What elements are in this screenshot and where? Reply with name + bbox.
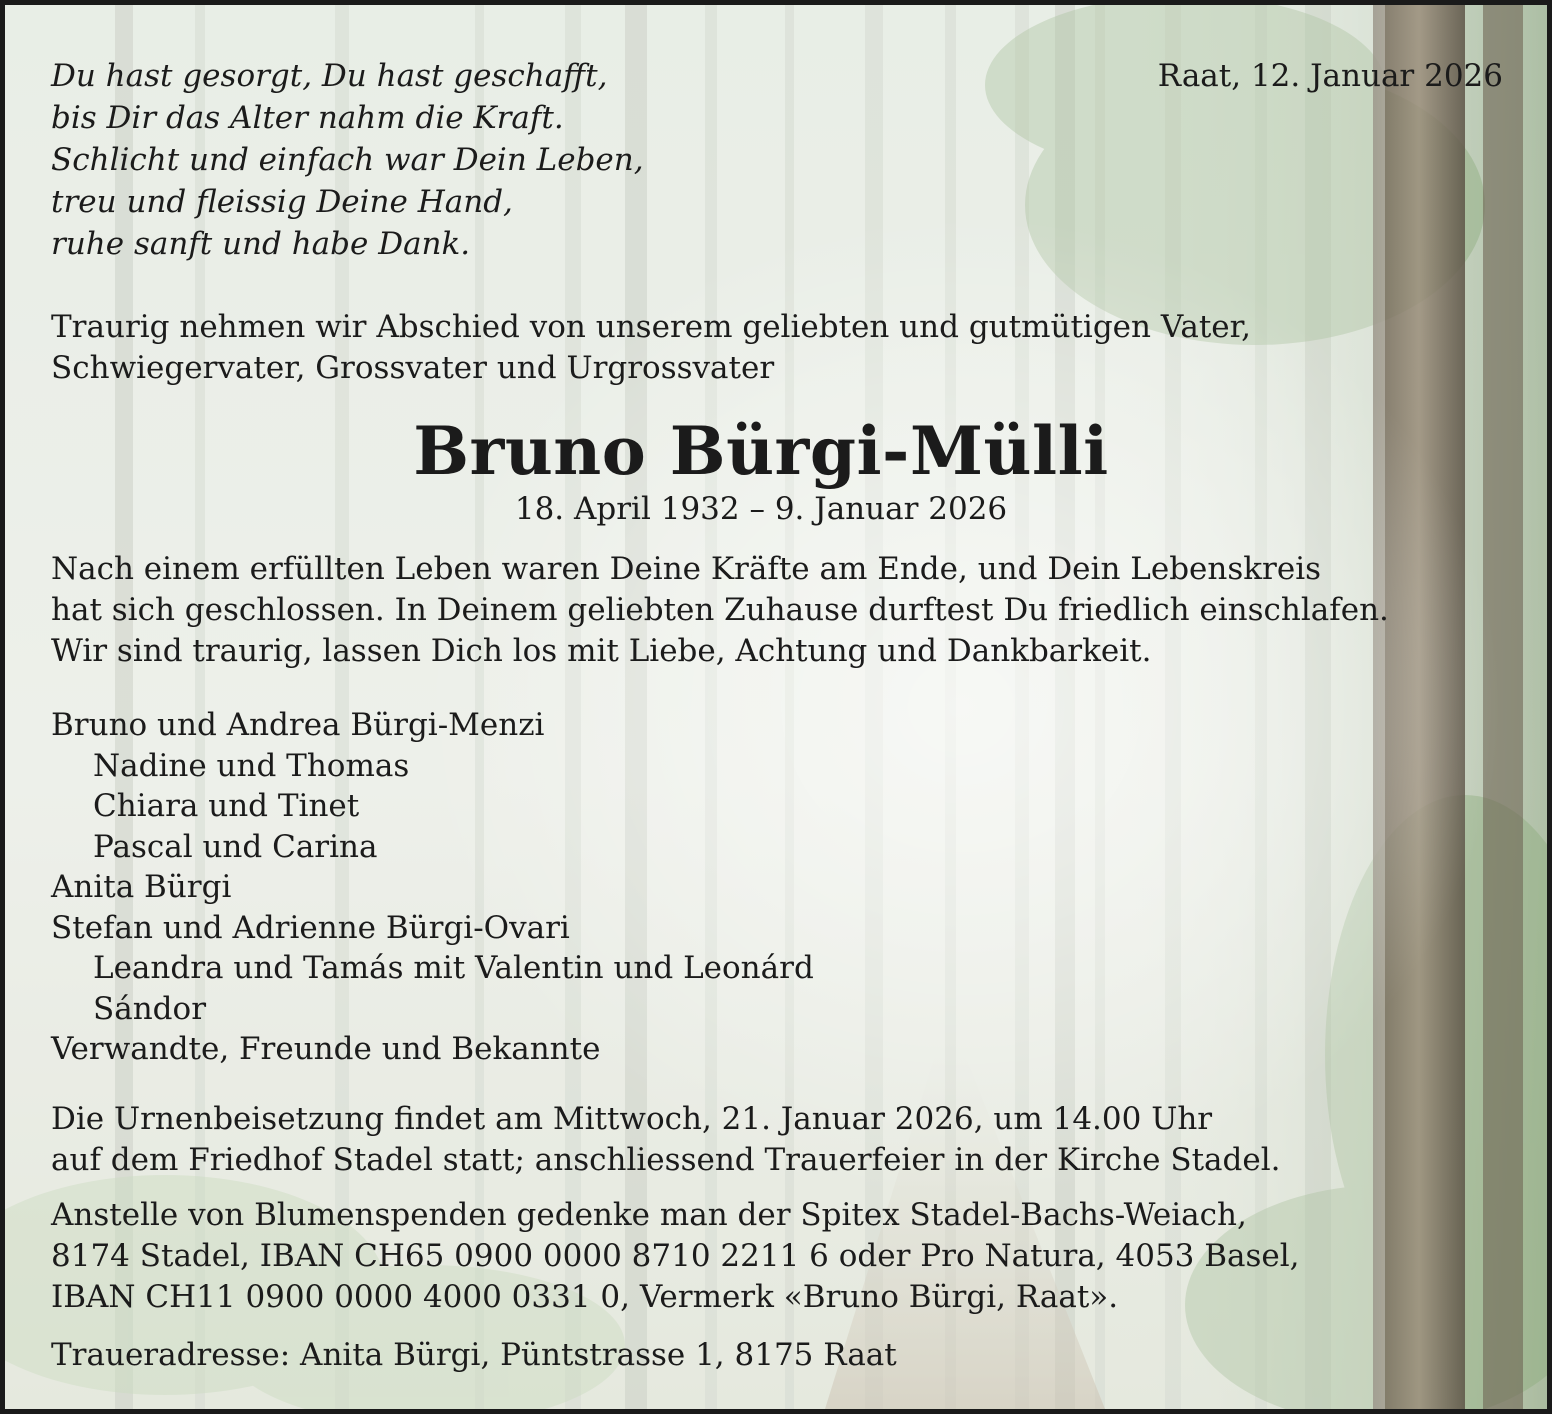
deceased-name: Bruno Bürgi-Mülli	[413, 412, 1109, 490]
place-and-date: Raat, 12. Januar 2026	[1157, 58, 1503, 94]
mourning-address: Traueradresse: Anita Bürgi, Püntstrasse 1, 8175 Raat	[51, 1337, 897, 1373]
paragraph-line: Nach einem erfüllten Leben waren Deine Kräfte am Ende, und Dein Lebenskreis	[51, 551, 1322, 587]
farewell-paragraph	[51, 549, 1389, 672]
family-member: Anita Bürgi	[51, 869, 232, 905]
family-member: Sándor	[93, 990, 207, 1027]
family-member: Bruno und Andrea Bürgi-Menzi	[51, 707, 545, 743]
verse-line: Schlicht und einfach war Dein Leben,	[51, 142, 644, 178]
verse-line: treu und fleissig Deine Hand,	[51, 184, 513, 220]
memorial-verse	[51, 55, 644, 265]
intro-line: Traurig nehmen wir Abschied von unserem geliebten und gutmütigen Vater,	[51, 309, 1251, 345]
ceremony-line: auf dem Friedhof Stadel statt; anschliessend Trauerfeier in der Kirche Stadel.	[51, 1142, 1281, 1178]
family-member: Verwandte, Freunde und Bekannte	[51, 1031, 601, 1067]
donation-info	[51, 1195, 1300, 1318]
verse-line: Du hast gesorgt, Du hast geschafft,	[51, 58, 608, 94]
family-member: Stefan und Adrienne Bürgi-Ovari	[51, 909, 570, 946]
life-dates: 18. April 1932 – 9. Januar 2026	[514, 491, 1008, 527]
intro-text	[51, 307, 1251, 389]
verse-line: bis Dir das Alter nahm die Kraft.	[51, 100, 564, 136]
family-member: Nadine und Thomas	[93, 747, 410, 784]
intro-line: Schwiegervater, Grossvater und Urgrossvater	[51, 350, 775, 386]
family-list	[51, 705, 814, 1070]
family-member: Pascal und Carina	[93, 828, 378, 865]
donation-line: Anstelle von Blumenspenden gedenke man der Spitex Stadel-Bachs-Weiach,	[51, 1197, 1247, 1233]
donation-line: 8174 Stadel, IBAN CH65 0900 0000 8710 2211 6 oder Pro Natura, 4053 Basel,	[51, 1238, 1300, 1274]
donation-line: IBAN CH11 0900 0000 4000 0331 0, Vermerk «Bruno Bürgi, Raat».	[51, 1279, 1119, 1315]
paragraph-line: hat sich geschlossen. In Deinem geliebten Zuhause durftest Du friedlich einschlafen.	[51, 592, 1389, 628]
ceremony-line: Die Urnenbeisetzung findet am Mittwoch, 21. Januar 2026, um 14.00 Uhr	[51, 1101, 1213, 1137]
family-member: Leandra und Tamás mit Valentin und Leonárd	[93, 950, 814, 986]
family-member: Chiara und Tinet	[93, 788, 360, 824]
verse-line: ruhe sanft und habe Dank.	[51, 226, 471, 262]
ceremony-info	[51, 1099, 1281, 1181]
paragraph-line: Wir sind traurig, lassen Dich los mit Liebe, Achtung und Dankbarkeit.	[51, 633, 1152, 669]
